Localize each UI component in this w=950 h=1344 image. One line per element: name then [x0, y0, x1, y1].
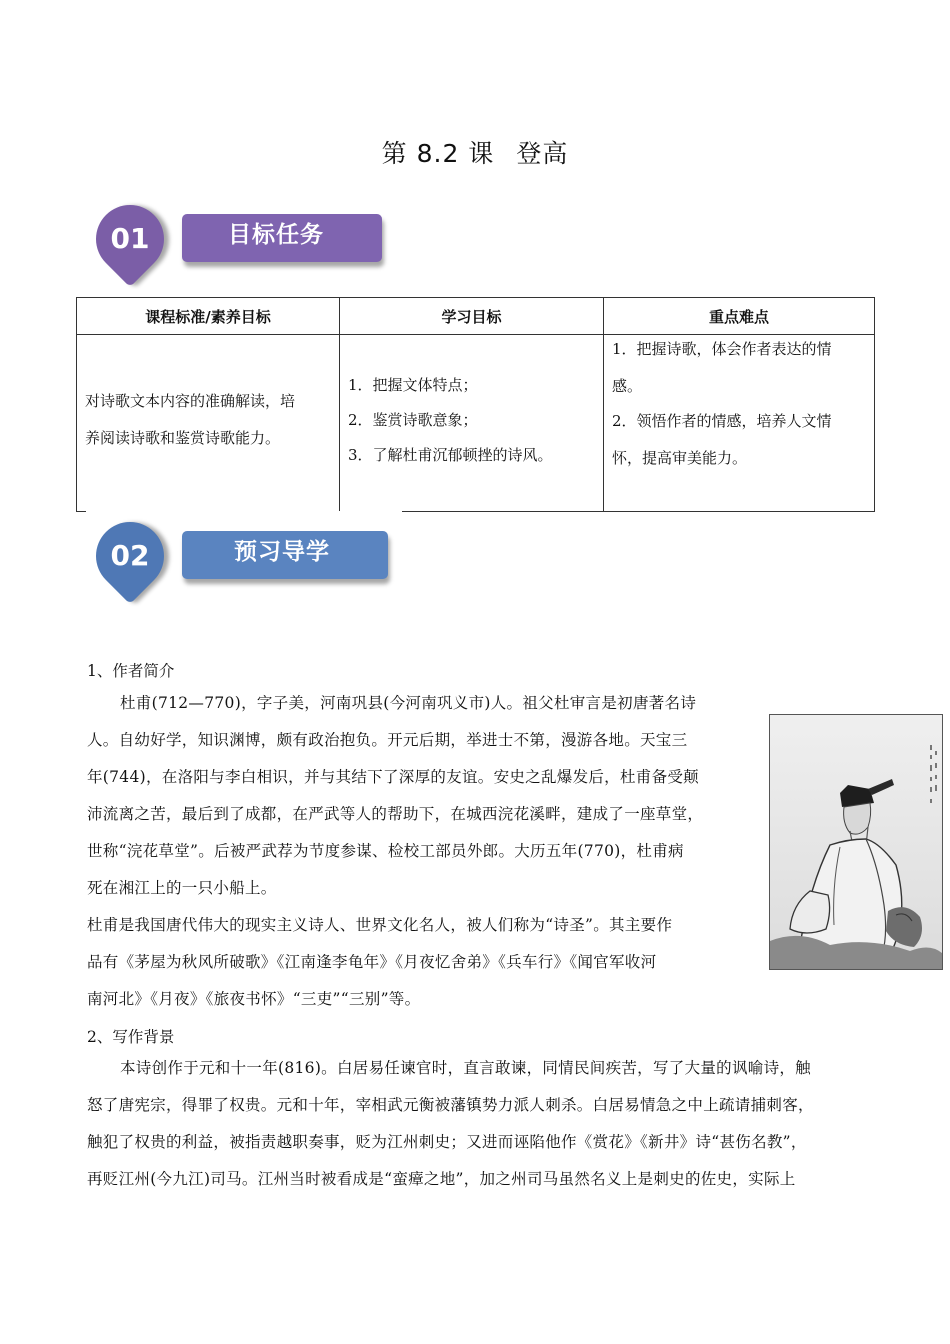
cell-key-points: [604, 335, 875, 512]
section-badge-preview: [94, 520, 394, 596]
paragraph-line: 杜甫是我国唐代伟大的现实主义诗人、世界文化名人，被人们称为“诗圣”。其主要作: [87, 916, 673, 934]
badge-bar: [182, 214, 382, 262]
writing-background: [87, 1050, 877, 1198]
paragraph-line: 再贬江州(今九江)司马。江州当时被看成是“蛮瘴之地”，加之州司马虽然名义上是刺史的佐史，实际上: [87, 1170, 796, 1188]
cell-text: 对诗歌文本内容的准确解读，培: [85, 392, 296, 410]
badge-number: 01: [110, 222, 150, 255]
paragraph-line: 世称“浣花草堂”。后被严武荐为节度参谋、检校工部员外郎。大历五年(770)，杜甫病: [87, 842, 684, 860]
paragraph-line: 死在湘江上的一只小船上。: [87, 879, 277, 897]
paragraph-line: 本诗创作于元和十一年(816)。白居易任谏官时，直言敢谏，同情民间疾苦，写了大量的讽喻诗，触: [120, 1059, 811, 1077]
section-badge-goals: [94, 203, 394, 279]
cell-text: 2．领悟作者的情感，培养人文情: [612, 412, 832, 430]
cell-text: 3．了解杜甫沉郁顿挫的诗风。: [348, 446, 553, 464]
badge-bar: [182, 531, 388, 579]
paragraph-line: 触犯了权贵的利益，被指责越职奏事，贬为江州刺史；又进而诬陷他作《赏花》《新井》诗“甚伤名教”，: [87, 1133, 807, 1151]
badge-label: 预习导学: [234, 539, 330, 565]
lesson-number: 第 8.2 课: [381, 139, 495, 168]
section-heading-background: 2、写作背景: [87, 1028, 175, 1046]
table-row: [77, 335, 875, 512]
goals-table: [76, 297, 875, 512]
header-key-points: 重点难点: [604, 298, 875, 335]
cell-standard: [77, 335, 340, 512]
border-mask: [86, 511, 402, 515]
paragraph-line: 品有《茅屋为秋风所破歌》《江南逢李龟年》《月夜忆舍弟》《兵车行》《闻官军收河: [87, 953, 657, 971]
author-intro: [87, 685, 767, 1018]
badge-number: 02: [110, 539, 150, 572]
paragraph-line: 南河北》《月夜》《旅夜书怀》“三吏”“三别”等。: [87, 990, 421, 1008]
paragraph-line: 年(744)，在洛阳与李白相识，并与其结下了深厚的友谊。安史之乱爆发后，杜甫备受颠: [87, 768, 699, 786]
paragraph-line: 人。自幼好学，知识渊博，颇有政治抱负。开元后期，举进士不第，漫游各地。天宝三: [87, 731, 688, 749]
portrait-illustration: [770, 715, 942, 969]
cell-text: 1．把握诗歌，体会作者表达的情: [612, 340, 832, 358]
page-title: [0, 134, 950, 170]
section-heading-author: 1、作者简介: [87, 662, 175, 680]
du-fu-portrait-image: [769, 714, 943, 970]
header-standard: 课程标准/素养目标: [77, 298, 340, 335]
cell-text: 感。: [612, 377, 643, 395]
lesson-name: 登高: [516, 139, 569, 168]
table-header-row: [77, 298, 875, 335]
header-learning-goal: 学习目标: [340, 298, 604, 335]
cell-text: 养阅读诗歌和鉴赏诗歌能力。: [85, 429, 281, 447]
cell-text: 1．把握文体特点；: [348, 376, 478, 394]
paragraph-line: 怒了唐宪宗，得罪了权贵。元和十年，宰相武元衡被藩镇势力派人刺杀。白居易情急之中上疏请捕刺客，: [87, 1096, 814, 1114]
badge-label: 目标任务: [228, 222, 324, 248]
cell-text: 2．鉴赏诗歌意象；: [348, 411, 478, 429]
paragraph-line: 杜甫(712—770)，字子美，河南巩县(今河南巩义市)人。祖父杜审言是初唐著名诗: [120, 694, 697, 712]
cell-text: 怀，提高审美能力。: [612, 449, 748, 467]
cell-learning-goal: [340, 335, 604, 512]
paragraph-line: 沛流离之苦，最后到了成都，在严武等人的帮助下，在城西浣花溪畔，建成了一座草堂，: [87, 805, 704, 823]
